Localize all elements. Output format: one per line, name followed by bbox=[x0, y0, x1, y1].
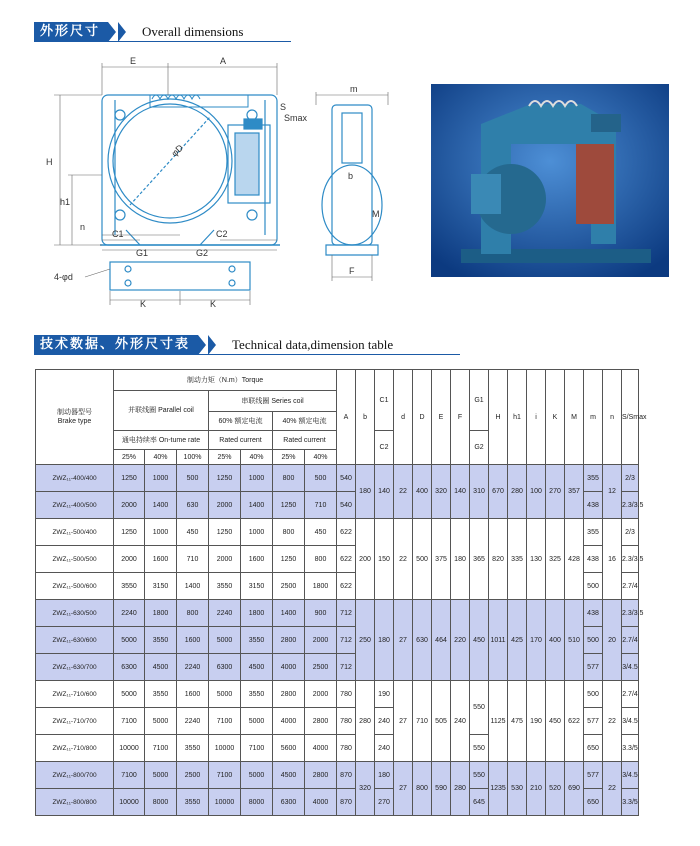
dim-F-cell: 280 bbox=[451, 762, 470, 816]
dim-K-cell: 520 bbox=[546, 762, 565, 816]
dim-K-cell: 450 bbox=[546, 681, 565, 762]
torque-cell: 5000 bbox=[241, 708, 273, 735]
dim-E-cell: 505 bbox=[432, 681, 451, 762]
header-i: i bbox=[527, 370, 546, 465]
chevron-icon bbox=[108, 22, 116, 42]
section-title-en: Technical data,dimension table bbox=[232, 337, 394, 352]
model-cell: ZWZ₁₁-630/700 bbox=[36, 654, 114, 681]
label-m: m bbox=[350, 84, 358, 94]
technical-data-table bbox=[35, 369, 674, 816]
dim-b-cell: 250 bbox=[356, 600, 375, 681]
dim-F-cell: 140 bbox=[451, 465, 470, 519]
dim-M-cell: 357 bbox=[565, 465, 584, 519]
header-m: m bbox=[584, 370, 603, 465]
header-n: n bbox=[603, 370, 622, 465]
dimension-drawing bbox=[40, 55, 390, 315]
torque-cell: 4000 bbox=[305, 789, 337, 816]
torque-cell: 2000 bbox=[209, 546, 241, 573]
torque-cell: 450 bbox=[305, 519, 337, 546]
dim-E-cell: 320 bbox=[432, 465, 451, 519]
torque-cell: 5000 bbox=[209, 681, 241, 708]
header-pct: 40% bbox=[305, 450, 337, 465]
model-cell: ZWZ₁₁-800/700 bbox=[36, 762, 114, 789]
torque-cell: 800 bbox=[273, 519, 305, 546]
torque-cell: 500 bbox=[177, 465, 209, 492]
torque-cell: 2000 bbox=[114, 492, 145, 519]
dim-n-cell: 22 bbox=[603, 681, 622, 762]
model-cell: ZWZ₁₁-710/800 bbox=[36, 735, 114, 762]
torque-cell: 1000 bbox=[241, 519, 273, 546]
dim-D-cell: 710 bbox=[413, 681, 432, 762]
dim-m-cell: 500 bbox=[584, 573, 603, 600]
torque-cell: 5000 bbox=[209, 627, 241, 654]
table-row bbox=[36, 465, 674, 492]
header-pct: 25% bbox=[209, 450, 241, 465]
header-pct: 40% bbox=[145, 450, 177, 465]
dim-H-cell: 1125 bbox=[489, 681, 508, 762]
dim-h1-cell: 280 bbox=[508, 465, 527, 519]
dim-K-cell: 400 bbox=[546, 600, 565, 681]
torque-cell: 1250 bbox=[209, 519, 241, 546]
dim-m-cell: 577 bbox=[584, 762, 603, 789]
dim-m-cell: 500 bbox=[584, 627, 603, 654]
dim-i-cell: 190 bbox=[527, 681, 546, 762]
dim-D-cell: 500 bbox=[413, 519, 432, 600]
section-title-cn: 外形尺寸 bbox=[34, 22, 108, 42]
dim-A-cell: 780 bbox=[337, 735, 356, 762]
header-rated60: 60% 额定电流 bbox=[209, 412, 273, 431]
label-E: E bbox=[130, 56, 137, 66]
torque-cell: 7100 bbox=[114, 762, 145, 789]
dim-n-cell: 16 bbox=[603, 519, 622, 600]
torque-cell: 900 bbox=[305, 600, 337, 627]
header-G1: G1 bbox=[470, 370, 489, 431]
table-row bbox=[36, 600, 674, 627]
torque-cell: 800 bbox=[177, 600, 209, 627]
header-A: A bbox=[337, 370, 356, 465]
model-cell: ZWZ₁₁-400/500 bbox=[36, 492, 114, 519]
torque-cell: 5600 bbox=[273, 735, 305, 762]
label-F: F bbox=[349, 266, 355, 276]
header-D: D bbox=[413, 370, 432, 465]
dim-d-cell: 27 bbox=[394, 762, 413, 816]
torque-cell: 5000 bbox=[241, 762, 273, 789]
dim-K-cell: 270 bbox=[546, 465, 565, 519]
torque-cell: 3550 bbox=[177, 735, 209, 762]
dim-d-cell: 27 bbox=[394, 600, 413, 681]
dim-A-cell: 622 bbox=[337, 573, 356, 600]
torque-cell: 7100 bbox=[114, 708, 145, 735]
table-row bbox=[36, 519, 674, 546]
section-header-technical-data bbox=[34, 335, 393, 355]
dim-M-cell: 428 bbox=[565, 519, 584, 600]
dim-D-cell: 400 bbox=[413, 465, 432, 519]
label-b: b bbox=[348, 171, 354, 181]
dim-d-cell: 22 bbox=[394, 465, 413, 519]
torque-cell: 2800 bbox=[305, 708, 337, 735]
torque-cell: 8000 bbox=[145, 789, 177, 816]
dim-H-cell: 1011 bbox=[489, 600, 508, 681]
header-pct: 25% bbox=[273, 450, 305, 465]
torque-cell: 3550 bbox=[177, 789, 209, 816]
torque-cell: 5000 bbox=[145, 708, 177, 735]
header-pct: 40% bbox=[241, 450, 273, 465]
section-title-cn: 技术数据、外形尺寸表 bbox=[34, 335, 198, 355]
header-rated-en2: Rated current bbox=[273, 431, 337, 450]
torque-cell: 1000 bbox=[145, 519, 177, 546]
header-d: d bbox=[394, 370, 413, 465]
dim-M-cell: 690 bbox=[565, 762, 584, 816]
torque-cell: 10000 bbox=[114, 789, 145, 816]
dim-b-cell: 200 bbox=[356, 519, 375, 600]
dim-G-cell: 550 bbox=[470, 762, 489, 789]
dim-m-cell: 355 bbox=[584, 465, 603, 492]
dim-S-cell: 2/3 bbox=[622, 519, 639, 546]
torque-cell: 7100 bbox=[145, 735, 177, 762]
model-cell: ZWZ₁₁-500/500 bbox=[36, 546, 114, 573]
dim-m-cell: 438 bbox=[584, 546, 603, 573]
label-C1: C1 bbox=[112, 229, 124, 239]
label-h1: h1 bbox=[60, 197, 71, 207]
dim-d-cell: 22 bbox=[394, 519, 413, 600]
torque-cell: 1600 bbox=[241, 546, 273, 573]
header-pct: 25% bbox=[114, 450, 145, 465]
dim-S-cell: 3/4.5 bbox=[622, 762, 639, 789]
torque-cell: 2800 bbox=[273, 681, 305, 708]
torque-cell: 450 bbox=[177, 519, 209, 546]
header-S: S/Smax bbox=[622, 370, 639, 465]
dim-S-cell: 3/4.5 bbox=[622, 654, 639, 681]
dim-m-cell: 650 bbox=[584, 735, 603, 762]
torque-cell: 2240 bbox=[114, 600, 145, 627]
torque-cell: 2500 bbox=[177, 762, 209, 789]
section-title-en: Overall dimensions bbox=[142, 24, 244, 39]
torque-cell: 6300 bbox=[114, 654, 145, 681]
dim-G-cell: 365 bbox=[470, 519, 489, 600]
dim-d-cell: 27 bbox=[394, 681, 413, 762]
model-cell: ZWZ₁₁-630/500 bbox=[36, 600, 114, 627]
dim-H-cell: 1235 bbox=[489, 762, 508, 816]
header-rated40: 40% 额定电流 bbox=[273, 412, 337, 431]
section-header-dimensions bbox=[34, 22, 243, 42]
label-D: φD bbox=[169, 142, 186, 159]
dim-K-cell: 325 bbox=[546, 519, 565, 600]
dim-i-cell: 170 bbox=[527, 600, 546, 681]
torque-cell: 2240 bbox=[209, 600, 241, 627]
dim-A-cell: 780 bbox=[337, 708, 356, 735]
torque-cell: 2240 bbox=[177, 708, 209, 735]
label-n: n bbox=[80, 222, 86, 232]
dim-F-cell: 180 bbox=[451, 519, 470, 600]
torque-cell: 2000 bbox=[305, 681, 337, 708]
torque-cell: 630 bbox=[177, 492, 209, 519]
torque-cell: 1600 bbox=[145, 546, 177, 573]
dim-G2-cell: 550 bbox=[470, 735, 489, 762]
torque-cell: 1400 bbox=[177, 573, 209, 600]
dim-b-cell: 280 bbox=[356, 681, 375, 762]
label-A: A bbox=[220, 56, 227, 66]
torque-cell: 710 bbox=[177, 546, 209, 573]
dim-m-cell: 577 bbox=[584, 708, 603, 735]
torque-cell: 6300 bbox=[209, 654, 241, 681]
dim-n-cell: 12 bbox=[603, 465, 622, 519]
dim-b-cell: 320 bbox=[356, 762, 375, 816]
model-cell: ZWZ₁₁-710/600 bbox=[36, 681, 114, 708]
dim-i-cell: 210 bbox=[527, 762, 546, 816]
dim-A-cell: 540 bbox=[337, 492, 356, 519]
torque-cell: 4500 bbox=[273, 762, 305, 789]
torque-cell: 5000 bbox=[114, 627, 145, 654]
torque-cell: 3550 bbox=[241, 681, 273, 708]
header-series: 串联线圈 Series coil bbox=[209, 391, 337, 412]
torque-cell: 4500 bbox=[145, 654, 177, 681]
header-pct: 100% bbox=[177, 450, 209, 465]
dim-H-cell: 820 bbox=[489, 519, 508, 600]
dim-A-cell: 622 bbox=[337, 519, 356, 546]
header-b: b bbox=[356, 370, 375, 465]
torque-cell: 3550 bbox=[209, 573, 241, 600]
model-cell: ZWZ₁₁-710/700 bbox=[36, 708, 114, 735]
torque-cell: 1600 bbox=[177, 627, 209, 654]
dim-G-cell: 450 bbox=[470, 600, 489, 681]
dim-E-cell: 464 bbox=[432, 600, 451, 681]
dim-m-cell: 500 bbox=[584, 681, 603, 708]
dim-n-cell: 20 bbox=[603, 600, 622, 681]
header-E: E bbox=[432, 370, 451, 465]
header-C2: C2 bbox=[375, 431, 394, 465]
header-H: H bbox=[489, 370, 508, 465]
torque-cell: 3550 bbox=[145, 627, 177, 654]
torque-cell: 2000 bbox=[114, 546, 145, 573]
model-cell: ZWZ₁₁-500/400 bbox=[36, 519, 114, 546]
torque-cell: 2800 bbox=[273, 627, 305, 654]
torque-cell: 7100 bbox=[209, 762, 241, 789]
dim-i-cell: 100 bbox=[527, 465, 546, 519]
header-rated-en1: Rated current bbox=[209, 431, 273, 450]
torque-cell: 3550 bbox=[114, 573, 145, 600]
torque-cell: 1000 bbox=[145, 465, 177, 492]
torque-cell: 6300 bbox=[273, 789, 305, 816]
dim-A-cell: 870 bbox=[337, 789, 356, 816]
label-M: M bbox=[372, 209, 380, 219]
dim-A-cell: 712 bbox=[337, 627, 356, 654]
torque-cell: 1800 bbox=[145, 600, 177, 627]
torque-cell: 2500 bbox=[273, 573, 305, 600]
torque-cell: 3550 bbox=[145, 681, 177, 708]
dim-H-cell: 670 bbox=[489, 465, 508, 519]
torque-cell: 4500 bbox=[241, 654, 273, 681]
label-H: H bbox=[46, 157, 53, 167]
dim-n-cell: 22 bbox=[603, 762, 622, 816]
torque-cell: 1600 bbox=[177, 681, 209, 708]
chevron-icon bbox=[118, 22, 126, 42]
torque-cell: 1250 bbox=[114, 465, 145, 492]
dim-m-cell: 650 bbox=[584, 789, 603, 816]
torque-cell: 10000 bbox=[114, 735, 145, 762]
torque-cell: 3150 bbox=[145, 573, 177, 600]
torque-cell: 1800 bbox=[241, 600, 273, 627]
label-G2: G2 bbox=[196, 248, 209, 258]
dim-F-cell: 240 bbox=[451, 681, 470, 762]
dim-h1-cell: 475 bbox=[508, 681, 527, 762]
header-model-cn: 制动器型号 bbox=[57, 409, 92, 416]
torque-cell: 8000 bbox=[241, 789, 273, 816]
torque-cell: 3150 bbox=[241, 573, 273, 600]
dim-S-cell: 2.7/4 bbox=[622, 681, 639, 708]
model-cell: ZWZ₁₁-400/400 bbox=[36, 465, 114, 492]
model-cell: ZWZ₁₁-800/800 bbox=[36, 789, 114, 816]
dim-C-cell: 240 bbox=[375, 708, 394, 735]
torque-cell: 4000 bbox=[273, 708, 305, 735]
dim-C-cell: 150 bbox=[375, 519, 394, 600]
header-C1: C1 bbox=[375, 370, 394, 431]
dim-S-cell: 2.7/4 bbox=[622, 573, 639, 600]
header-K: K bbox=[546, 370, 565, 465]
dim-D-cell: 630 bbox=[413, 600, 432, 681]
chevron-icon bbox=[208, 335, 216, 355]
dim-h1-cell: 425 bbox=[508, 600, 527, 681]
dim-A-cell: 622 bbox=[337, 546, 356, 573]
model-cell: ZWZ₁₁-630/600 bbox=[36, 627, 114, 654]
header-torque: 制动力矩（N.m）Torque bbox=[114, 370, 337, 391]
dim-S-cell: 2.3/3.5 bbox=[622, 546, 639, 573]
label-G1: G1 bbox=[136, 248, 149, 258]
dim-D-cell: 800 bbox=[413, 762, 432, 816]
dim-C-cell: 140 bbox=[375, 465, 394, 519]
dim-G1-cell: 550 bbox=[470, 681, 489, 735]
dim-A-cell: 870 bbox=[337, 762, 356, 789]
dim-C-cell: 240 bbox=[375, 735, 394, 762]
dim-i-cell: 130 bbox=[527, 519, 546, 600]
dim-F-cell: 220 bbox=[451, 600, 470, 681]
torque-cell: 1250 bbox=[273, 546, 305, 573]
label-K1: K bbox=[140, 299, 147, 309]
dim-A-cell: 712 bbox=[337, 654, 356, 681]
torque-cell: 2000 bbox=[209, 492, 241, 519]
torque-cell: 800 bbox=[305, 546, 337, 573]
dim-m-cell: 355 bbox=[584, 519, 603, 546]
torque-cell: 1400 bbox=[145, 492, 177, 519]
torque-cell: 5000 bbox=[145, 762, 177, 789]
dim-A-cell: 540 bbox=[337, 465, 356, 492]
dim-m-cell: 438 bbox=[584, 600, 603, 627]
label-S: S bbox=[280, 102, 287, 112]
header-M: M bbox=[565, 370, 584, 465]
dim-S-cell: 2.3/3.5 bbox=[622, 600, 639, 627]
torque-cell: 2800 bbox=[305, 762, 337, 789]
torque-cell: 10000 bbox=[209, 789, 241, 816]
header-h1: h1 bbox=[508, 370, 527, 465]
dim-M-cell: 510 bbox=[565, 600, 584, 681]
dim-C-cell: 180 bbox=[375, 600, 394, 681]
torque-cell: 1800 bbox=[305, 573, 337, 600]
model-cell: ZWZ₁₁-500/600 bbox=[36, 573, 114, 600]
label-d: 4-φd bbox=[54, 272, 73, 282]
dim-h1-cell: 530 bbox=[508, 762, 527, 816]
torque-cell: 7100 bbox=[241, 735, 273, 762]
section-underline bbox=[34, 41, 291, 42]
torque-cell: 1250 bbox=[114, 519, 145, 546]
dim-S-cell: 3/4.5 bbox=[622, 708, 639, 735]
dim-m-cell: 577 bbox=[584, 654, 603, 681]
torque-cell: 10000 bbox=[209, 735, 241, 762]
dim-S-cell: 3.3/5 bbox=[622, 735, 639, 762]
dim-S-cell: 2/3 bbox=[622, 465, 639, 492]
dim-G-cell: 645 bbox=[470, 789, 489, 816]
torque-cell: 2000 bbox=[305, 627, 337, 654]
torque-cell: 4000 bbox=[305, 735, 337, 762]
header-onrate-parallel: 通电持续率 On-tume rate bbox=[114, 431, 209, 450]
header-model-en: Brake type bbox=[57, 418, 92, 425]
header-F: F bbox=[451, 370, 470, 465]
label-C2: C2 bbox=[216, 229, 228, 239]
torque-cell: 5000 bbox=[114, 681, 145, 708]
torque-cell: 2240 bbox=[177, 654, 209, 681]
torque-cell: 7100 bbox=[209, 708, 241, 735]
torque-cell: 3550 bbox=[241, 627, 273, 654]
dim-E-cell: 590 bbox=[432, 762, 451, 816]
dim-b-cell: 180 bbox=[356, 465, 375, 519]
torque-cell: 500 bbox=[305, 465, 337, 492]
label-Smax: Smax bbox=[284, 113, 308, 123]
dim-S-cell: 2.3/3.5 bbox=[622, 492, 639, 519]
section-underline bbox=[34, 354, 460, 355]
dim-C-cell: 180 bbox=[375, 762, 394, 789]
dim-m-cell: 438 bbox=[584, 492, 603, 519]
torque-cell: 2500 bbox=[305, 654, 337, 681]
header-G2: G2 bbox=[470, 431, 489, 465]
torque-cell: 800 bbox=[273, 465, 305, 492]
label-K2: K bbox=[210, 299, 217, 309]
table-body bbox=[36, 465, 674, 816]
dim-A-cell: 712 bbox=[337, 600, 356, 627]
header-parallel: 并联线圈 Parallel coil bbox=[114, 391, 209, 431]
table-row bbox=[36, 681, 674, 708]
dim-C-cell: 270 bbox=[375, 789, 394, 816]
torque-cell: 1400 bbox=[273, 600, 305, 627]
dim-h1-cell: 335 bbox=[508, 519, 527, 600]
dim-S-cell: 2.7/4 bbox=[622, 627, 639, 654]
dim-C-cell: 190 bbox=[375, 681, 394, 708]
product-photo bbox=[431, 84, 669, 277]
torque-cell: 1250 bbox=[209, 465, 241, 492]
torque-cell: 1000 bbox=[241, 465, 273, 492]
torque-cell: 1400 bbox=[241, 492, 273, 519]
torque-cell: 1250 bbox=[273, 492, 305, 519]
dim-E-cell: 375 bbox=[432, 519, 451, 600]
dim-M-cell: 622 bbox=[565, 681, 584, 762]
chevron-icon bbox=[198, 335, 206, 355]
dim-S-cell: 3.3/5 bbox=[622, 789, 639, 816]
dim-G-cell: 310 bbox=[470, 465, 489, 519]
torque-cell: 4000 bbox=[273, 654, 305, 681]
header-model bbox=[36, 370, 114, 465]
dim-A-cell: 780 bbox=[337, 681, 356, 708]
torque-cell: 710 bbox=[305, 492, 337, 519]
table-row bbox=[36, 762, 674, 789]
